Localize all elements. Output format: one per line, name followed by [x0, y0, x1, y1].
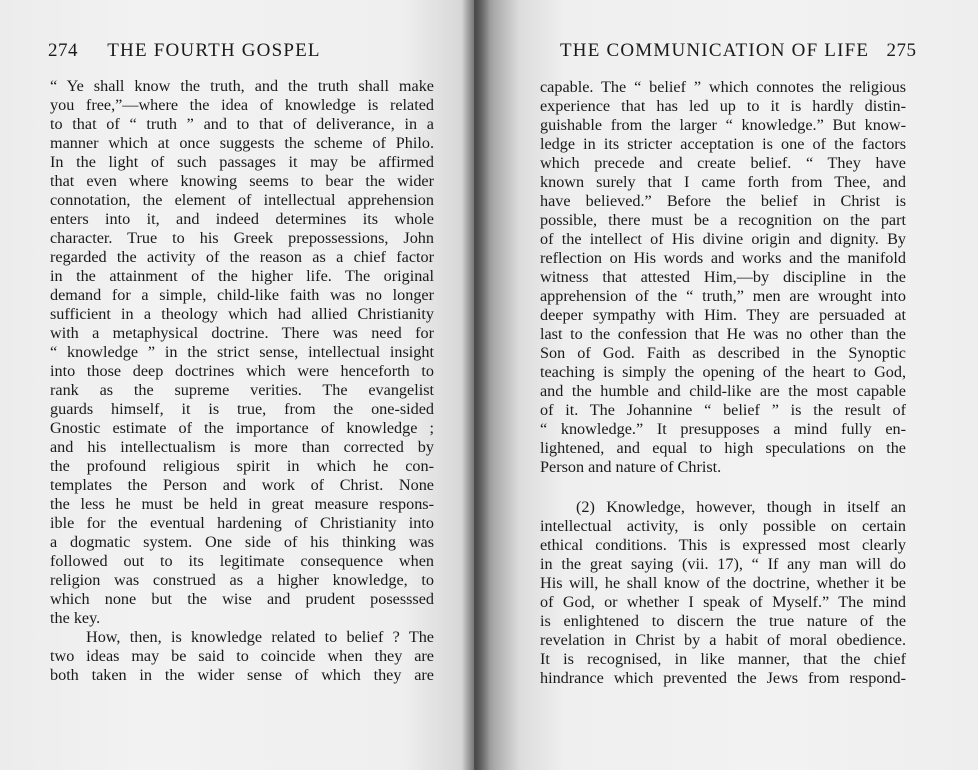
- text-line: apprehension of the “ truth,” men are wrought into: [540, 287, 906, 305]
- text-line: in the great saying (vii. 17), “ If any man will do: [540, 555, 906, 573]
- text-line: possible, there must be a recognition on the part: [540, 211, 906, 229]
- text-line: and his intellectualism is more than corrected by: [50, 438, 434, 456]
- right-page: [474, 0, 978, 770]
- right-running-title: THE COMMUNICATION OF LIFE: [560, 40, 870, 61]
- right-page-number: 275: [886, 40, 917, 61]
- text-line: in the attainment of the higher life. The original: [50, 267, 434, 285]
- text-line: demand for a simple, child-like faith was no longer: [50, 286, 434, 304]
- left-page-number: 274: [48, 40, 78, 61]
- right-body-text: [540, 78, 906, 688]
- text-line: How, then, is knowledge related to belief ? The: [86, 628, 434, 646]
- right-running-head: [560, 40, 916, 62]
- left-running-head: [48, 40, 321, 62]
- text-line: both taken in the wider sense of which they are: [50, 666, 434, 684]
- text-line: ible for the eventual hardening of Christianity into: [50, 514, 434, 532]
- text-line: which precede and create belief. “ They have: [540, 154, 906, 172]
- text-line: guards himself, it is true, from the one-sided: [50, 400, 434, 418]
- text-line: known surely that I came forth from Thee, and: [540, 173, 906, 191]
- text-line: hindrance which prevented the Jews from respond-: [540, 669, 906, 687]
- left-running-title: THE FOURTH GOSPEL: [107, 40, 321, 61]
- text-line: to that of “ truth ” and to that of deliverance, in a: [50, 115, 434, 133]
- text-line: templates the Person and work of Christ. None: [50, 476, 434, 494]
- text-line: last to the confession that He was no other than the: [540, 325, 906, 343]
- text-line: is enlightened to discern the true nature of the: [540, 612, 906, 630]
- text-line: the key.: [50, 609, 101, 627]
- text-line: followed out to its legitimate consequence when: [50, 552, 434, 570]
- text-line: “ Ye shall know the truth, and the truth shall make: [50, 77, 434, 95]
- text-line: have believed.” Before the belief in Christ is: [540, 192, 906, 210]
- text-line: Person and nature of Christ.: [540, 458, 722, 476]
- left-paragraph-2: [50, 628, 434, 685]
- text-line: religion was construed as a higher knowledge, to: [50, 571, 434, 589]
- text-line: revelation in Christ by a habit of moral obedience.: [540, 631, 906, 649]
- text-line: “ knowledge ” in the strict sense, intellectual insight: [50, 343, 434, 361]
- paragraph-gap: [540, 477, 906, 498]
- text-line: connotation, the element of intellectual apprehension: [50, 191, 434, 209]
- text-line: manner which at once suggests the scheme of Philo.: [50, 134, 434, 152]
- text-line: the less he must be held in great measure respons-: [50, 495, 434, 513]
- text-line: (2) Knowledge, however, though in itself an: [576, 498, 906, 516]
- text-line: His will, he shall know of the doctrine, whether it be: [540, 574, 906, 592]
- text-line: a dogmatic system. One side of his thinking was: [50, 533, 434, 551]
- text-line: teaching is simply the opening of the heart to God,: [540, 363, 906, 381]
- text-line: into those deep doctrines which were henceforth to: [50, 362, 434, 380]
- text-line: In the light of such passages it may be affirmed: [50, 153, 434, 171]
- text-line: Son of God. Faith as described in the Synoptic: [540, 344, 906, 362]
- text-line: two ideas may be said to coincide when they are: [50, 647, 434, 665]
- text-line: guishable from the larger “ knowledge.” But know-: [540, 116, 906, 134]
- left-body-text: [50, 77, 434, 685]
- text-line: the profound religious spirit in which he con-: [50, 457, 434, 475]
- text-line: It is recognised, in like manner, that the chief: [540, 650, 906, 668]
- text-line: sufficient in a theology which had allied Christianity: [50, 305, 434, 323]
- text-line: with a metaphysical doctrine. There was need for: [50, 324, 434, 342]
- text-line: lightened, and equal to high speculations on the: [540, 439, 906, 457]
- text-line: and the humble and child-like are the most capable: [540, 382, 906, 400]
- text-line: of God, or whether I speak of Myself.” The mind: [540, 593, 906, 611]
- text-line: which none but the wise and prudent posesssed: [50, 590, 434, 608]
- text-line: experience that has led up to it is hardly distin-: [540, 97, 906, 115]
- right-paragraph-2: [540, 498, 906, 688]
- left-page: [0, 0, 474, 770]
- text-line: intellectual activity, is only possible on certain: [540, 517, 906, 535]
- text-line: of it. The Johannine “ belief ” is the result of: [540, 401, 906, 419]
- text-line: deeper sympathy with Him. They are persuaded at: [540, 306, 906, 324]
- text-line: regarded the activity of the reason as a chief factor: [50, 248, 434, 266]
- text-line: that even where knowing seems to bear the wider: [50, 172, 434, 190]
- text-line: ethical conditions. This is expressed most clearly: [540, 536, 906, 554]
- text-line: Gnostic estimate of the importance of knowledge ;: [50, 419, 434, 437]
- text-line: of the intellect of His divine origin and dignity. By: [540, 230, 906, 248]
- text-line: enters into it, and indeed determines its whole: [50, 210, 434, 228]
- text-line: capable. The “ belief ” which connotes the religious: [540, 78, 906, 96]
- text-line: witness that attested Him,—by discipline in the: [540, 268, 906, 286]
- text-line: reflection on His words and works and the manifold: [540, 249, 906, 267]
- text-line: you free,”—where the idea of knowledge is related: [50, 96, 434, 114]
- text-line: ledge in its stricter acceptation is one of the factors: [540, 135, 906, 153]
- text-line: rank as the supreme verities. The evangelist: [50, 381, 434, 399]
- left-paragraph-1: [50, 77, 434, 628]
- right-paragraph-1: [540, 78, 906, 477]
- text-line: “ knowledge.” It presupposes a mind fully en-: [540, 420, 906, 438]
- text-line: character. True to his Greek prepossessions, John: [50, 229, 434, 247]
